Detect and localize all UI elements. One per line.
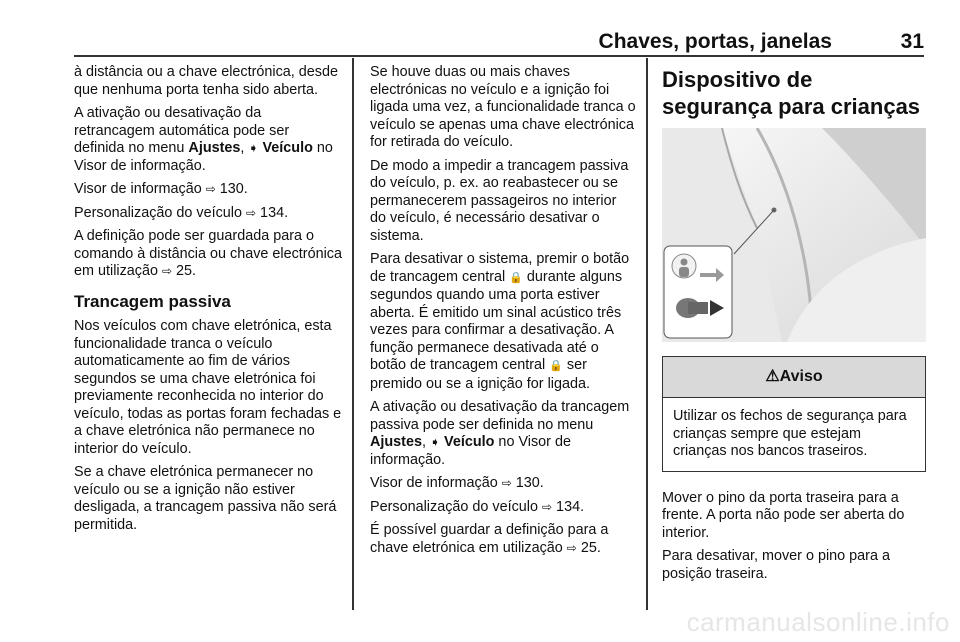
text: A ativação ou desativação da retrancagem automática pode ser definida no menu: [74, 105, 290, 156]
menu-label: Veículo: [440, 434, 495, 450]
page-ref-icon: ⇨: [566, 540, 577, 555]
text: 134.: [552, 498, 585, 515]
paragraph: Mover o pino da porta traseira para a frente. A porta não pode ser aberta do interior.: [662, 489, 905, 541]
cross-reference[interactable]: [370, 475, 636, 493]
paragraph: Se houve duas ou mais chaves electrónicas no veículo e a ignição foi ligada uma vez, a funcionalidade tranca o veículo se apenas uma chave electrónica for retirada do veículo.: [370, 64, 636, 150]
text: ,: [421, 434, 430, 450]
child-lock-figure: [662, 128, 926, 342]
text: 25.: [172, 263, 197, 279]
text: 130.: [215, 181, 248, 197]
page-ref-icon: ⇨: [501, 476, 512, 490]
text: ,: [240, 140, 249, 156]
cross-reference[interactable]: [74, 181, 342, 199]
text: Personalização do veículo: [370, 498, 542, 515]
paragraph: Se a chave eletrónica permanecer no veículo ou se a ignição não estiver desligada, a trancagem passiva não será permitida.: [74, 464, 337, 533]
child-lock-icon: [672, 254, 696, 278]
paragraph: [74, 105, 342, 175]
text: Para desativar o sistema, premir o botão de trancagem central: [370, 251, 630, 285]
text: no Visor de informação.: [74, 140, 333, 174]
warning-header: [663, 357, 925, 398]
paragraph: [370, 251, 636, 393]
text: ser premido ou se a ignição for ligada.: [370, 357, 590, 392]
paragraph: à distância ou a chave electrónica, desde que nenhuma porta tenha sido aberta.: [74, 64, 338, 98]
paragraph: Nos veículos com chave eletrónica, esta funcionalidade tranca o veículo automaticamente ao fim de vários segundos se uma chave eletrónica foi previamente reconhecida no interior do veículo, todas as portas foram fechadas e a chave eletrónica não permanece no interior do veículo.: [74, 318, 342, 457]
paragraph: [74, 228, 342, 281]
warning-body: Utilizar os fechos de segurança para crianças sempre que estejam crianças nos bancos traseiros.: [673, 408, 907, 459]
paragraph: Para desativar, mover o pino para a posição traseira.: [662, 548, 890, 582]
watermark: carmanualsonline.info: [686, 607, 950, 637]
paragraph: De modo a impedir a trancagem passiva do veículo, p. ex. ao reabastecer ou se permanecerem passageiros no interior do veículo, é necessário desativar o sistema.: [370, 157, 629, 244]
central-lock-icon: 🔒: [549, 360, 563, 372]
text: 130.: [511, 475, 544, 491]
text: A ativação ou desativação da trancagem passiva pode ser definida no menu: [370, 399, 630, 433]
menu-label: Ajustes: [188, 140, 241, 156]
menu-label: Veículo: [258, 140, 313, 156]
central-lock-icon: 🔒: [509, 271, 523, 284]
cross-reference[interactable]: [74, 205, 342, 223]
text: Visor de informação: [74, 181, 206, 197]
column-separator-2: [646, 58, 648, 610]
warning-title: Aviso: [779, 368, 823, 386]
page-ref-icon: ⇨: [205, 182, 216, 196]
text: durante alguns segundos quando uma porta estiver aberta. É emitido um sinal acústico três vezes para confirmar a desativação. A função permanece desativada até o botão de trancagem central: [370, 268, 623, 373]
text: Visor de informação: [370, 475, 502, 491]
text: no Visor de informação.: [370, 434, 571, 468]
column-separator-1: [352, 58, 354, 610]
section-heading: Trancagem passiva: [74, 291, 231, 311]
column-1: [74, 64, 342, 540]
page-number: 31: [900, 30, 924, 53]
page-ref-icon: ⇨: [161, 264, 173, 278]
text: 134.: [256, 204, 289, 221]
text: Personalização do veículo: [74, 204, 246, 221]
text: 25.: [576, 539, 601, 556]
column-2: [370, 64, 636, 563]
menu-arrow-icon: ➧: [429, 435, 441, 449]
paragraph: [370, 522, 636, 557]
page-ref-icon: ⇨: [542, 499, 553, 514]
door-illustration: [662, 128, 926, 342]
header-rule: [74, 55, 924, 57]
warning-box: [662, 356, 926, 472]
header-title: Chaves, portas, janelas: [598, 30, 832, 53]
cross-reference[interactable]: [370, 499, 636, 517]
warning-icon: ⚠: [765, 368, 780, 386]
section-heading: Dispositivo de segurança para crianças: [662, 67, 921, 119]
column-3: [662, 64, 926, 589]
menu-label: Ajustes: [370, 434, 422, 450]
menu-arrow-icon: ➧: [248, 141, 259, 155]
page-ref-icon: ⇨: [246, 205, 257, 220]
paragraph: [370, 399, 636, 469]
text: É possível guardar a definição para a chave eletrónica em utilização: [370, 522, 609, 556]
text: A definição pode ser guardada para o comando à distância ou chave electrónica em utilização: [74, 228, 342, 279]
